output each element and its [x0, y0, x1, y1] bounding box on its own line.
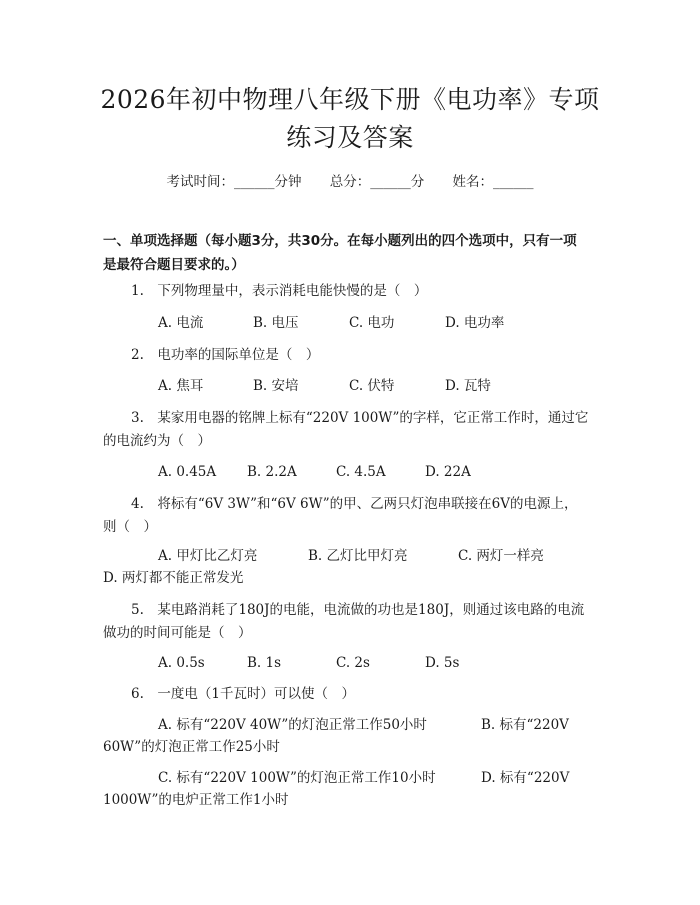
- question-2-option-a: A. 焦耳: [158, 378, 204, 394]
- page-title: 2026年初中物理八年级下册《电功率》专项: [100, 85, 600, 114]
- question-5-stem-continued: 做功的时间可能是（ ）: [103, 625, 252, 641]
- exam-time-field: 考试时间：______分钟: [166, 174, 302, 190]
- total-score-field: 总分：______分: [329, 174, 425, 190]
- student-name-field: 姓名：______: [452, 174, 534, 190]
- question-3-stem-continued: 的电流约为（ ）: [103, 433, 211, 449]
- question-2-stem: 2. 电功率的国际单位是（ ）: [131, 347, 320, 363]
- question-3-option-a: A. 0.45A: [158, 464, 217, 480]
- page-title-continued: 练习及答案: [286, 123, 414, 152]
- question-3-option-d: D. 22A: [425, 464, 471, 480]
- question-5-option-c: C. 2s: [336, 655, 370, 671]
- question-6-option-a: A. 标有“220V 40W”的灯泡正常工作50小时: [158, 717, 427, 733]
- question-4-option-b: B. 乙灯比甲灯亮: [308, 548, 408, 564]
- question-6-option-d: D. 标有“220V: [481, 770, 570, 786]
- question-4-stem-continued: 则（ ）: [103, 519, 157, 535]
- question-1-option-d: D. 电功率: [445, 315, 505, 331]
- question-4-option-d: D. 两灯都不能正常发光: [103, 570, 244, 586]
- question-5-option-b: B. 1s: [247, 655, 282, 671]
- question-6-option-b-continued: 60W”的灯泡正常工作25小时: [103, 739, 280, 755]
- question-5-option-a: A. 0.5s: [158, 655, 205, 671]
- question-2-option-c: C. 伏特: [349, 378, 395, 394]
- question-6-option-b: B. 标有“220V: [481, 717, 569, 733]
- question-1-option-c: C. 电功: [349, 315, 395, 331]
- question-3-stem: 3. 某家用电器的铭牌上标有“220V 100W”的字样，它正常工作时，通过它: [131, 410, 589, 426]
- section-heading-line: 一、单项选择题（每小题3分，共30分。在每小题列出的四个选项中，只有一项: [103, 233, 577, 249]
- question-3-option-b: B. 2.2A: [247, 464, 297, 480]
- question-2-option-b: B. 安培: [253, 378, 299, 394]
- question-6-option-c: C. 标有“220V 100W”的灯泡正常工作10小时: [158, 770, 436, 786]
- exam-meta: [0, 170, 700, 190]
- question-5-stem: 5. 某电路消耗了180J的电能，电流做的功也是180J，则通过该电路的电流: [131, 602, 585, 618]
- question-4-option-a: A. 甲灯比乙灯亮: [158, 548, 258, 564]
- question-4-option-c: C. 两灯一样亮: [458, 548, 544, 564]
- question-5-option-d: D. 5s: [425, 655, 460, 671]
- question-1-stem: 1. 下列物理量中，表示消耗电能快慢的是（ ）: [131, 283, 428, 299]
- question-6-stem: 6. 一度电（1千瓦时）可以使（ ）: [131, 686, 355, 702]
- section-heading-line: 是最符合题目要求的。）: [103, 257, 245, 273]
- question-1-option-b: B. 电压: [253, 315, 299, 331]
- question-3-option-c: C. 4.5A: [336, 464, 386, 480]
- question-6-option-d-continued: 1000W”的电炉正常工作1小时: [103, 792, 289, 808]
- question-2-option-d: D. 瓦特: [445, 378, 491, 394]
- section-heading: [103, 229, 603, 277]
- question-4-stem: 4. 将标有“6V 3W”和“6V 6W”的甲、乙两只灯泡串联接在6V的电源上，: [131, 496, 578, 512]
- question-1-option-a: A. 电流: [158, 315, 204, 331]
